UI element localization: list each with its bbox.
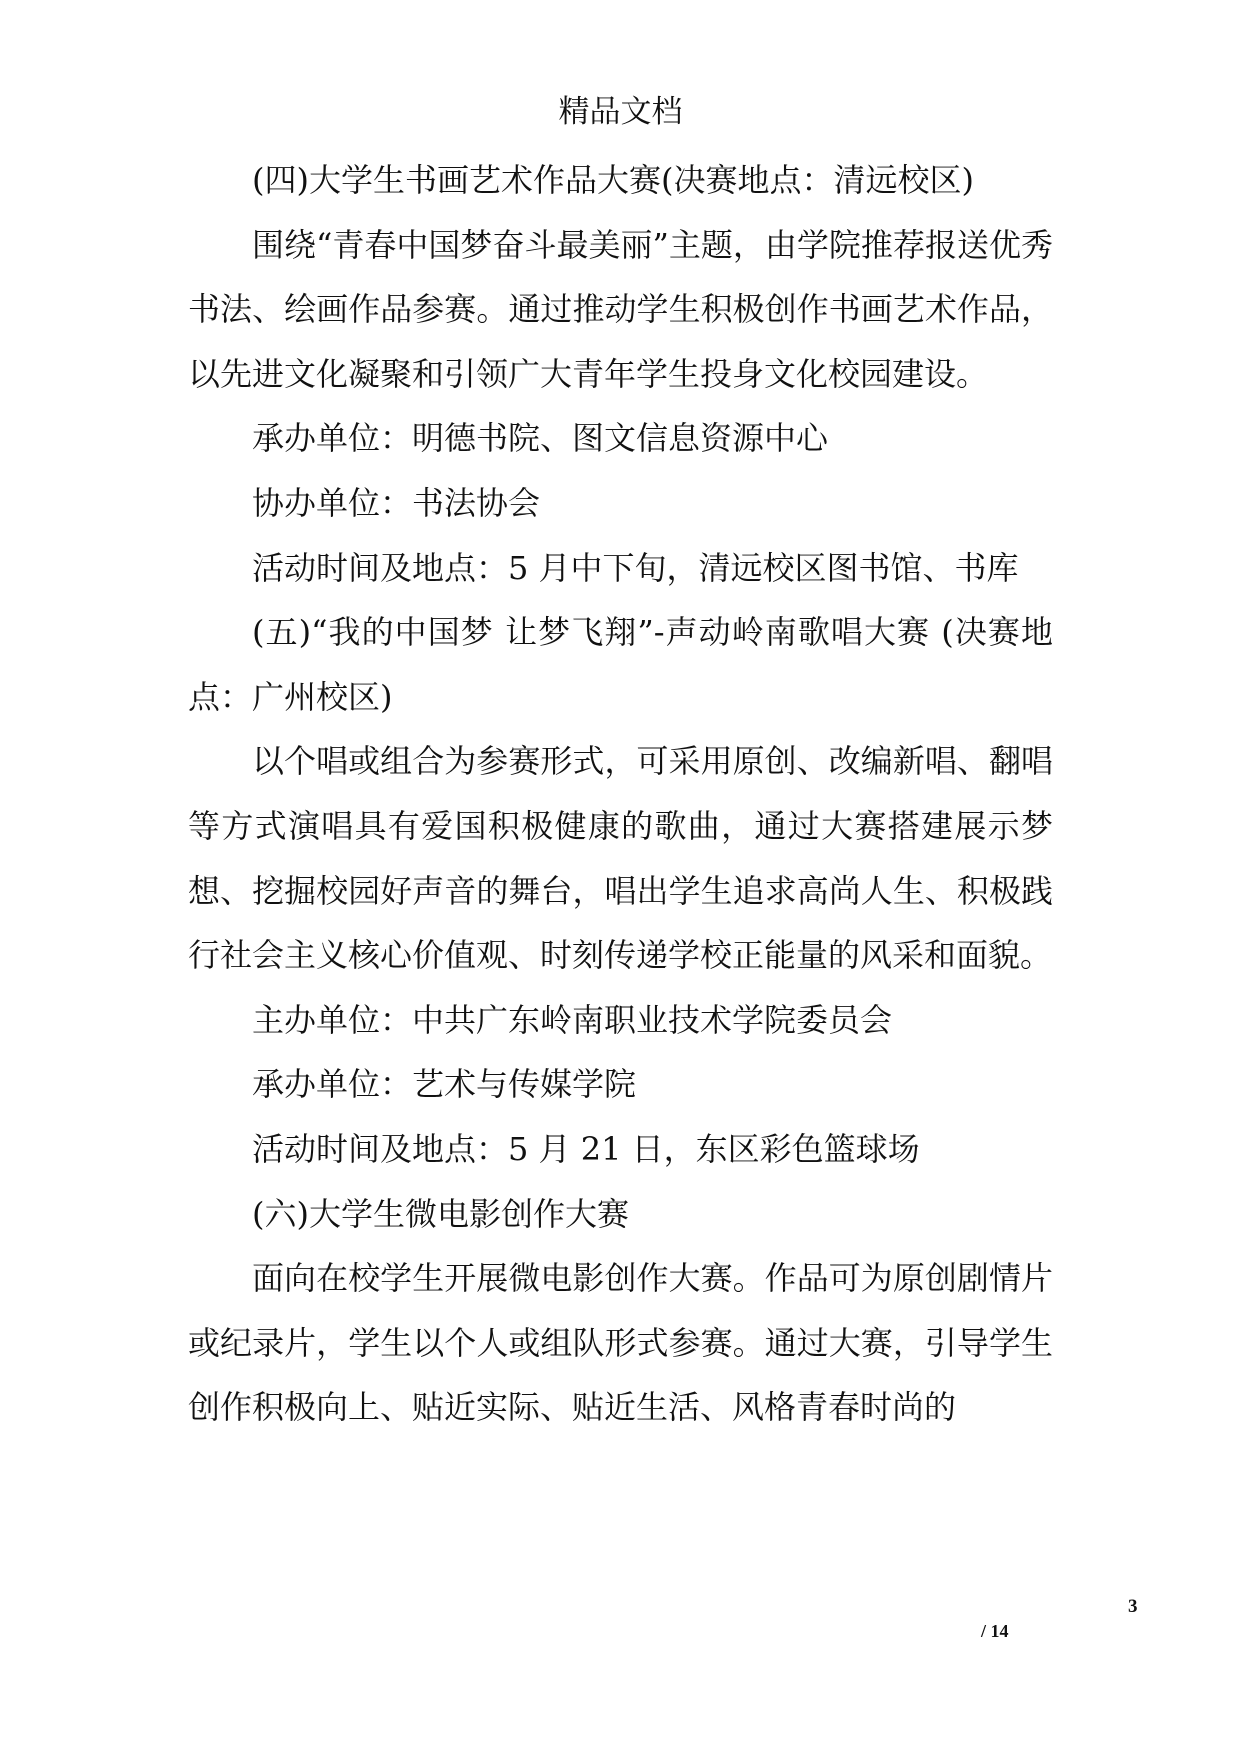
page-number: 3 — [1128, 1596, 1138, 1617]
section-heading-4: (四)大学生书画艺术作品大赛(决赛地点：清远校区) — [252, 161, 974, 199]
co-organizer-line: 协办单位：书法协会 — [252, 483, 541, 522]
body-paragraph: 面向在校学生开展微电影创作大赛。作品可为原创剧情片或纪录片，学生以个人或组队形式参赛。通过大赛，引导学生创作积极向上、贴近实际、贴近生活、风格青春时尚的 — [188, 1259, 1053, 1427]
page-header-title: 精品文档 — [558, 94, 683, 130]
section-heading-6: (六)大学生微电影创作大赛 — [252, 1194, 629, 1233]
page-total: / 14 — [981, 1621, 1009, 1641]
time-location-line: 活动时间及地点：5 月中下旬，清远校区图书馆、书库 — [252, 548, 1019, 587]
body-paragraph: 以个唱或组合为参赛形式，可采用原创、改编新唱、翻唱等方式演唱具有爱国积极健康的歌曲，通过大赛搭建展示梦想、挖掘校园好声音的舞台，唱出学生追求高尚人生、积极践行社会主义核心价值观、时刻传递学校正能量的风采和面貌。 — [188, 742, 1053, 975]
host-line: 主办单位：中共广东岭南职业技术学院委员会 — [252, 1000, 893, 1039]
organizer-line: 承办单位：艺术与传媒学院 — [252, 1065, 637, 1104]
section-heading-5: (五)“我的中国梦 让梦飞翔”-声动岭南歌唱大赛 (决赛地点：广州校区) — [188, 613, 1053, 716]
document-body — [188, 148, 1053, 1440]
time-location-line: 活动时间及地点：5 月 21 日，东区彩色篮球场 — [252, 1129, 920, 1168]
body-paragraph: 围绕“青春中国梦奋斗最美丽”主题，由学院推荐报送优秀书法、绘画作品参赛。通过推动学生积极创作书画艺术作品，以先进文化凝聚和引领广大青年学生投身文化校园建设。 — [188, 225, 1053, 393]
organizer-line: 承办单位：明德书院、图文信息资源中心 — [252, 419, 829, 458]
